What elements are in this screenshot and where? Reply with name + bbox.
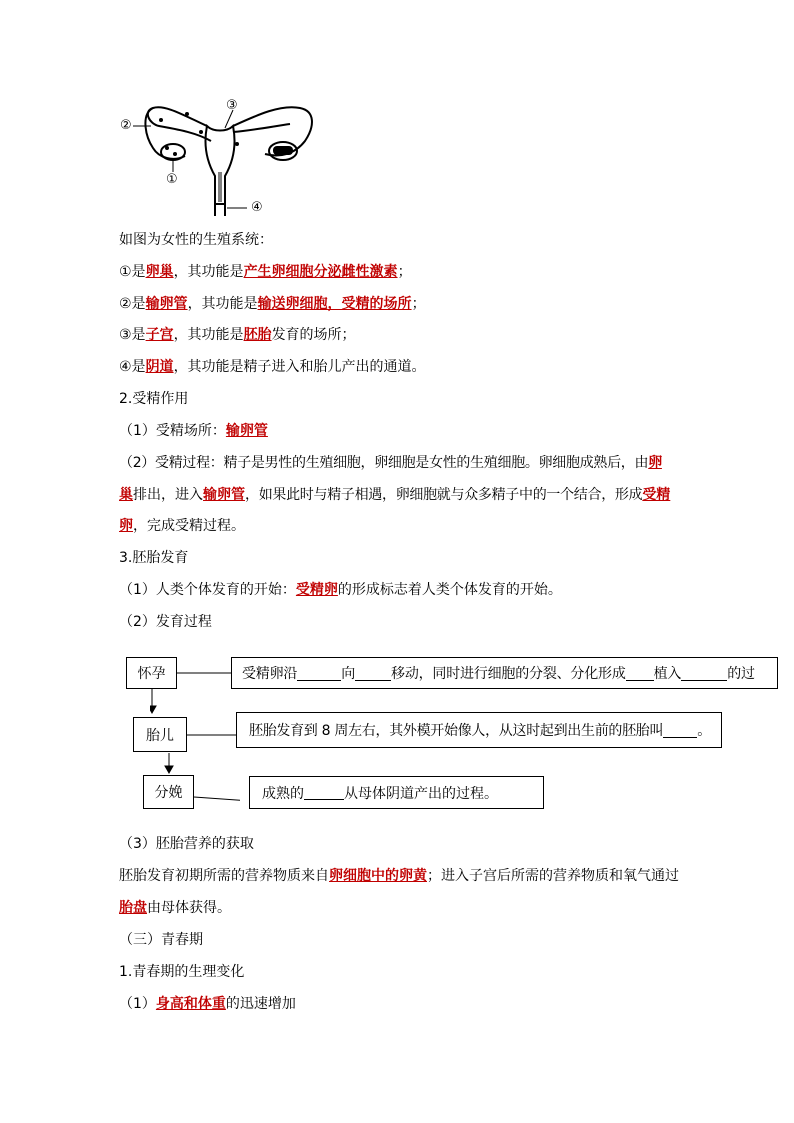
flow-step-fetus: 胎儿	[133, 717, 187, 752]
flow-connectors	[150, 660, 240, 850]
embryo-nutrition-title: （3）胚胎营养的获取	[119, 836, 254, 852]
diagram-label-2: ②	[120, 118, 132, 133]
diagram-label-1: ①	[166, 172, 178, 187]
reproductive-system-diagram	[115, 96, 325, 220]
puberty-changes-title: 1.青春期的生理变化	[119, 964, 245, 980]
fertilization-process-line-3: 卵，完成受精过程。	[119, 518, 245, 534]
organ-line-1: ①是卵巢，其功能是产生卵细胞分泌雌性激素；	[119, 264, 412, 280]
flow-desc-pregnancy: 受精卵沿 向 移动，同时进行细胞的分裂、分化形成 植入 的过	[231, 657, 778, 689]
diagram-label-4: ④	[251, 200, 263, 215]
section-2-title: 2.受精作用	[119, 391, 189, 407]
fertilization-process-line-2: 巢排出，进入输卵管，如果此时与精子相遇，卵细胞就与众多精子中的一个结合，形成受精	[119, 487, 671, 503]
embryo-nutrition-line-1: 胚胎发育初期所需的营养物质来自卵细胞中的卵黄；进入子宫后所需的营养物质和氧气通过	[119, 868, 679, 884]
flow-desc-delivery: 成熟的 从母体阴道产出的过程。	[249, 776, 544, 809]
organ-line-2: ②是输卵管，其功能是输送卵细胞，受精的场所；	[119, 296, 426, 312]
diagram-label-3: ③	[226, 98, 238, 113]
flow-step-pregnancy: 怀孕	[126, 657, 177, 689]
puberty-change-1: （1）身高和体重的迅速增加	[119, 996, 296, 1012]
fertilization-process-line-1: （2）受精过程：精子是男性的生殖细胞，卵细胞是女性的生殖细胞。卵细胞成熟后，由卵	[119, 455, 662, 471]
intro-text: 如图为女性的生殖系统：	[119, 232, 273, 248]
flow-desc-fetus: 胚胎发育到 8 周左右，其外模开始像人，从这时起到出生前的胚胎叫 。	[236, 712, 722, 748]
development-process-title: （2）发育过程	[119, 614, 212, 630]
section-puberty-title: （三）青春期	[119, 932, 203, 948]
development-start: （1）人类个体发育的开始：受精卵的形成标志着人类个体发育的开始。	[119, 582, 562, 598]
section-3-title: 3.胚胎发育	[119, 550, 189, 566]
flow-step-delivery: 分娩	[143, 775, 194, 809]
organ-line-4: ④是阴道，其功能是精子进入和胎儿产出的通道。	[119, 359, 426, 375]
organ-line-3: ③是子宫，其功能是胚胎发育的场所；	[119, 327, 356, 343]
fertilization-place: （1）受精场所：输卵管	[119, 423, 268, 439]
embryo-nutrition-line-2: 胎盘由母体获得。	[119, 900, 231, 916]
